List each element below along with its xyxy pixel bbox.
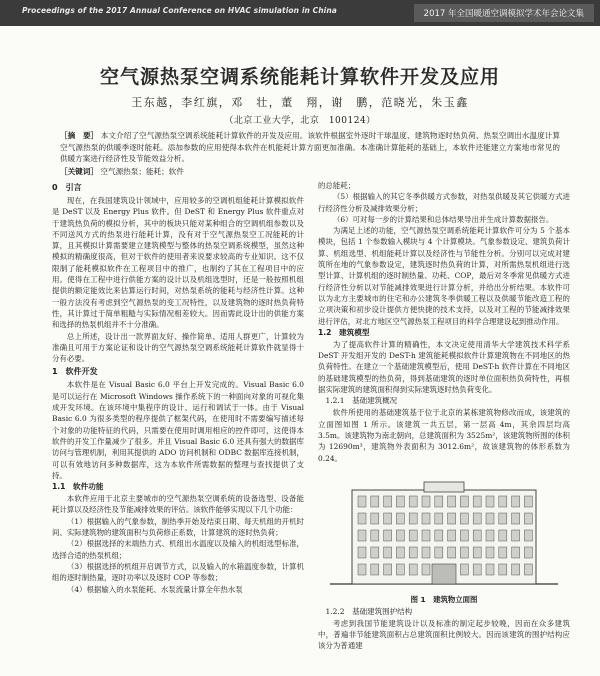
running-header (0, 0, 600, 26)
window-pane (448, 530, 456, 541)
window-pane (409, 530, 417, 541)
window-pane (358, 547, 366, 558)
window-pane (486, 530, 494, 541)
window-pane (409, 513, 417, 524)
window-pane (473, 513, 481, 524)
right-column-top (318, 180, 570, 464)
section-heading: 1 软件开发 (52, 367, 98, 377)
paragraph: （4）根据输入的水泵能耗、水泵流量计算全年热水泵 (66, 584, 243, 594)
window-pane (473, 564, 481, 575)
window-pane (384, 547, 392, 558)
header-conference-chinese: 2017 年全国暖通空调模拟学术年会论文集 (414, 4, 594, 22)
window-pane (524, 530, 532, 541)
window-pane (473, 496, 481, 507)
window-pane (371, 496, 379, 507)
paragraph: 现在，在我国建筑设计领域中，应用较多的空调机组能耗计算模拟软件是 DeST 以及 Energy Plus 软件。但 DeST 和 Energy Plus 软件重点对于建筑热负荷的模拟分析，其中的板块只能对某种组合的空调机组参数以及不同送风方式的热泵进行能耗计算，没有对于空气源热泵空工况能耗的计算，且其模拟计算需要建立建筑模型与整体的热泵空调系统模型，虽然这种模拟的精确度很高，但对于软件的使用者来说要求较高的专业知识。这不仅限制了能耗模拟软件在工程项目中的推广，也制约了其在工程项目中的应用。使得在工程中进行供能方案的设计以及机组选型时，还是一般按照机组提供的额定能效比来估算运行时间，对热泵系统的能耗与经济性计算。这种一般方法没有考虑到空气源热泵的变工况特性，以及建筑物的逐时热负荷特性，其计算过于简单粗糙与实际情况相差较大。因而需此设计出的供能方案和选择的热泵机组并不十分准确。 (52, 196, 304, 330)
window-pane (384, 496, 392, 507)
window-pane (422, 530, 430, 541)
paragraph: 的总能耗； (318, 181, 356, 190)
window-pane (512, 530, 520, 541)
left-column (52, 180, 304, 595)
window-pane (524, 564, 532, 575)
section-heading: 1.2.1 基础建筑概况 (325, 396, 398, 406)
window-pane (384, 530, 392, 541)
paragraph: 软件所使用的基础建筑基于位于北京的某栋建筑物修改而成，该建筑的立面图如图 1 所示。该建筑一共五层，第一层高 4m，其余四层均高 3.5m。该建筑物为南北朝向，总建筑面积为 3525m²，该建筑物所围的体积为 12690m³，建筑物外表面积为 3012.6m²，故该建筑物的体形系数为 0.24。 (318, 408, 570, 463)
paragraph: （6）可对每一步的计算结果和总体结果导出并生成计算数据报告。 (332, 214, 554, 224)
window-pane (422, 496, 430, 507)
window-pane (422, 513, 430, 524)
window-pane (358, 564, 366, 575)
window-pane (512, 564, 520, 575)
window-pane (435, 513, 443, 524)
window-pane (435, 530, 443, 541)
paragraph: 总上所述，设计出一款界面友好、操作简单、适用人群更广，计算较为准确且可用于方案论证和设计的空气源热泵空调系统能耗计算软件就显得十分有必要。 (52, 331, 304, 364)
window-pane (486, 564, 494, 575)
paragraph: 考虑到我国节能建筑设计以及标准的制定起步较晚，因而在众多建筑中，普遍非节能建筑面积占总建筑面积比例较大。因而该建筑的围护结构应该分为普通建 (318, 618, 570, 651)
building-elevation-figure (324, 472, 564, 592)
paragraph: 本软件应用于北京主要城市的空气源热泵空调系统的设备选型、设备能耗计算以及经济性及节能减排效果的评估。该软件能够实现以下几个功能： (52, 494, 304, 515)
window-pane (499, 513, 507, 524)
window-pane (460, 496, 468, 507)
window-pane (486, 547, 494, 558)
window-pane (460, 513, 468, 524)
window-pane (358, 530, 366, 541)
window-pane (371, 513, 379, 524)
abstract-label: ［摘 要］ (60, 131, 99, 140)
window-pane (512, 496, 520, 507)
window-pane (486, 496, 494, 507)
window-pane (460, 547, 468, 558)
window-pane (448, 496, 456, 507)
paper-title: 空气源热泵空调系统能耗计算软件开发及应用 (99, 66, 500, 88)
window-pane (396, 547, 404, 558)
window-pane (524, 513, 532, 524)
section-heading: 1.2.2 基础建筑围护结构 (325, 606, 413, 616)
paragraph: （5）根据输入的其它冬季供暖方式参数，对热泵供暖及其它供暖方式进行经济性分析及减排效果分析； (318, 192, 570, 213)
window-pane (422, 547, 430, 558)
paragraph: （3）根据选择的机组开启调节方式，以及输入的水箱温度参数，计算机组的逐时制热量，逐时功率以及逐时 COP 等参数； (52, 561, 304, 583)
abstract (60, 130, 560, 165)
window-pane (499, 496, 507, 507)
paragraph: 为满足上述的功能，空气源热泵空调系统能耗计算软件可分为 5 个基本模块，包括 1 个参数输入模块与 4 个计算模块。气象参数设定、建筑负荷计算、机组选型、机组能耗计算以及经济性与节能性分析。分别可以完成对建筑所在地的气象参数设定，建筑逐时热负荷的计算，对所需热泵机组进行选型计算、计算机组的逐时制热量、功耗、COP，最后对冬季常见供暖方式进行经济性分析以对节能减排效果进行计算分析，并给出分析结果。本软件可以为北方主要城市的住宅和办公建筑冬季供暖工程以及供暖节能改造工程的立项决策和初步设计提供方便快捷的技术支持，以及对工程的节能减排效果进行评估，对北方地区空气源热泵工程项目的科学合理建设起到推动作用。 (318, 226, 570, 326)
window-pane (486, 513, 494, 524)
window-pane (422, 564, 430, 575)
paragraph: （2）根据选择的末端热力式、机组出水温度以及输入的机组选型标准，选择合适的热泵机组； (52, 539, 304, 560)
window-pane (396, 496, 404, 507)
window-pane (396, 513, 404, 524)
window-pane (512, 547, 520, 558)
window-pane (473, 547, 481, 558)
window-pane (396, 530, 404, 541)
section-heading: 0 引言 (52, 183, 82, 192)
window-pane (358, 496, 366, 507)
paragraph: 本软件是在 Visual Basic 6.0 平台上开发完成的。Visual Basic 6.0 是可以运行在 Microsoft Windows 操作系统下的一种面向对象的可视化集成开发环境。在该环境中集程序的设计、运行和调试于一体。由于 Visual Basic 6.0 为很多类型的程序提供了框架代码，在使用时不需要编写描述每个对象的功能特征的代码，只需要在使用时调用相应的控件即可，这使得本软件的开发工作量减少了很多。并且 Visual Basic 6.0 还具有强大的数据库访问与管理机制，利用其提供的 ADO 访问机制和 ODBC 数据库连接机制，可以有效地访问多种数据库，这为本软件所需数据的整理与查找提供了支持。 (52, 380, 304, 480)
window-pane (448, 547, 456, 558)
window-pane (409, 564, 417, 575)
paper-authors: 王东越，李红旗，邓 壮，董 翔，谢 鹏，范晓光，朱玉鑫 (131, 96, 469, 109)
paper-affiliation: （北京工业大学，北京 100124） (224, 116, 376, 126)
window-pane (499, 564, 507, 575)
keywords (60, 166, 560, 177)
window-pane (499, 530, 507, 541)
window-pane (473, 530, 481, 541)
window-pane (512, 513, 520, 524)
window-pane (384, 513, 392, 524)
right-column-bottom (318, 606, 570, 652)
paragraph: （1）根据输入的气象参数，制热季开始及结束日期、每天机组的开机时间、实际建筑物的建筑面积与负荷修正系数，计算建筑的逐时热负荷； (52, 516, 304, 538)
right-column (318, 180, 570, 652)
window-pane (435, 547, 443, 558)
window-pane (409, 547, 417, 558)
keywords-text: 空气源热泵；能耗；软件 (100, 167, 184, 176)
window-pane (396, 564, 404, 575)
window-pane (435, 496, 443, 507)
window-pane (358, 513, 366, 524)
window-pane (499, 547, 507, 558)
window-pane (371, 530, 379, 541)
window-pane (371, 564, 379, 575)
window-pane (409, 496, 417, 507)
window-pane (524, 496, 532, 507)
window-pane (448, 513, 456, 524)
window-pane (524, 547, 532, 558)
abstract-text: 本文介绍了空气源热泵空调系统能耗计算软件的开发及应用。该软件根据室外逐时干球温度、建筑物逐时热负荷、热泵空调出水温度计算空气源热泵的供暖季逐时能耗。添加参数的应用使得本软件在机能耗计算方面更加准确。本准确计算能耗的基础上，本软件还能建立方案地市常见的供暖方案进行经济性及节能效益分析。 (60, 131, 560, 163)
window-pane (384, 564, 392, 575)
header-conference-english: Proceedings of the 2017 Annual Conference on HVAC simulation in China (22, 6, 337, 15)
window-pane (460, 564, 468, 575)
keywords-label: ［关键词］ (60, 167, 98, 176)
section-heading: 1.1 软件功能 (52, 482, 104, 492)
window-pane (460, 530, 468, 541)
figure-caption: 图 1 建筑物立面图 (410, 594, 478, 604)
window-pane (371, 547, 379, 558)
section-heading: 1.2 建筑模型 (318, 327, 370, 337)
paragraph: 为了提高软件计算的精确性，本文决定使用清华大学建筑技术科学系 DeST 开发组开发的 DeST-h 建筑能耗模拟软件计算建筑物在不同地区的热负荷特性。在建立一个基础建筑模型后，使用 DeST-h 软件计算在不同地区的基础建筑模型的热负荷，得到基础建筑的逐时单位面积热负荷特性，再根据实际建筑的建筑面积得到实际建筑逐时热负荷变化。 (318, 339, 570, 395)
